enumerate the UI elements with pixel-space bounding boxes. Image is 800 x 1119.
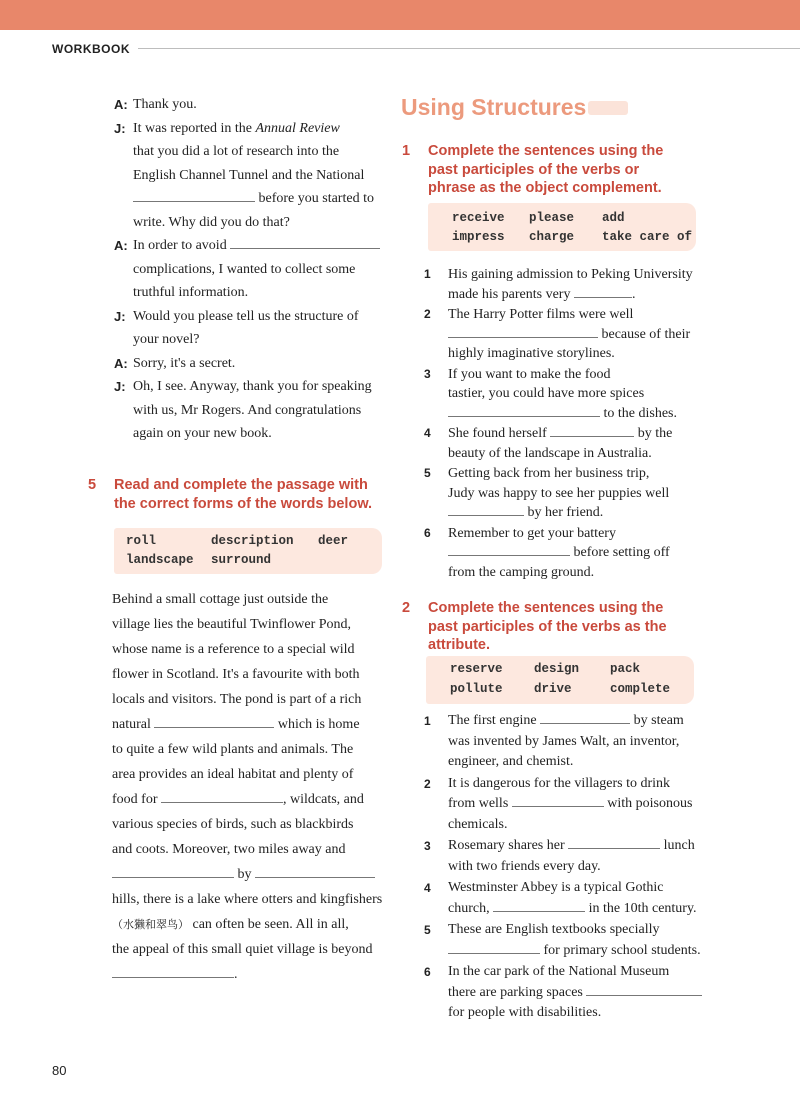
exercise-item: 4 She found herself by the beauty of the landscape in Australia. [424, 426, 673, 461]
answer-blank[interactable] [230, 247, 380, 249]
exercise-item: 1 His gaining admission to Peking University made his parents very . [424, 267, 693, 302]
answer-blank[interactable] [448, 952, 540, 954]
answer-blank[interactable] [568, 847, 660, 849]
word-option: design [534, 662, 580, 676]
answer-blank[interactable] [586, 994, 702, 996]
exercise-item: 6 In the car park of the National Museum there are parking spaces for people with disabilities. [424, 962, 704, 1024]
word-option: pack [610, 662, 641, 676]
top-color-band [0, 0, 800, 30]
dialogue-line: J: Would you please tell us the structure of your novel? [108, 305, 388, 352]
answer-blank[interactable] [574, 296, 632, 298]
word-option: reserve [450, 662, 503, 676]
exercise-5-instruction: 5 Read and complete the passage with the correct forms of the words below. [88, 477, 373, 512]
answer-blank[interactable] [112, 876, 234, 878]
speaker-label: J: [114, 308, 126, 324]
speaker-label: A: [114, 238, 128, 253]
answer-blank[interactable] [448, 554, 570, 556]
word-option: impress [452, 230, 505, 244]
exercise-item: 3 If you want to make the food tastier, you could have more spices to the dishes. [424, 366, 677, 421]
exercise-2-instruction: 2 Complete the sentences using the past participles of the verbs as the attribute. [402, 600, 667, 653]
word-option: take care of [602, 230, 693, 244]
dialogue-line: A: Sorry, it's a secret. [108, 352, 388, 376]
exercise-item: 4 Westminster Abbey is a typical Gothic church, in the 10th century. [424, 880, 697, 916]
exercise-5-passage: Behind a small cottage just outside the village lies the beautiful Twinflower Pond, whose name is a reference to a special wild flower in Scotland. It's a favourite with both locals and visitors. The pond is part of a rich natural which is home to quite a few wild plants and animals. The area provides an ideal habitat and plenty of food for , wildcats, and various species of birds, such as blackbirds and coots. Moreover, two miles away and by hills, there is a lake where otters and kingfishers （水獭和翠鸟） can often be seen. All in all, the appeal of this small quiet village is beyond . [112, 592, 383, 982]
speaker-label: J: [114, 120, 126, 136]
speaker-label: A: [114, 355, 128, 371]
answer-blank[interactable] [550, 435, 634, 437]
header-divider [138, 48, 800, 49]
title-decoration [588, 101, 628, 115]
exercise-item: 5 These are English textbooks specially for primary school students. [424, 922, 701, 958]
answer-blank[interactable] [448, 336, 598, 338]
word-option: add [602, 211, 625, 225]
exercise-number: 2 [402, 600, 411, 616]
exercise-item: 6 Remember to get your battery before setting off from the camping ground. [424, 525, 670, 580]
chinese-gloss: （水獭和翠鸟） [112, 918, 189, 931]
speaker-label: J: [114, 379, 126, 394]
word-option: please [529, 211, 575, 225]
answer-blank[interactable] [512, 805, 604, 807]
exercise-1-items [424, 265, 704, 583]
answer-blank[interactable] [161, 801, 283, 803]
answer-blank[interactable] [112, 976, 234, 978]
dialogue-line: J: Oh, I see. Anyway, thank you for speaking with us, Mr Rogers. And congratulations again on your new book. [108, 375, 388, 446]
answer-blank[interactable] [154, 726, 274, 728]
exercise-item: 5 Getting back from her business trip, Judy was happy to see her puppies well by her friend. [424, 466, 670, 520]
exercise-item: 1 The first engine by steam was invented by James Walt, an inventor, engineer, and chemist. [424, 713, 684, 769]
exercise-2-word-box [426, 656, 694, 704]
exercise-1-word-box [428, 203, 696, 251]
word-option: receive [452, 211, 505, 225]
exercise-number: 5 [88, 477, 97, 493]
exercise-item: 3 Rosemary shares her lunch with two friends every day. [424, 838, 695, 874]
section-header: WORKBOOK [52, 42, 130, 56]
answer-blank[interactable] [493, 910, 585, 912]
exercise-item: 2 The Harry Potter films were well because of their highly imaginative storylines. [424, 307, 691, 361]
publication-title: Annual Review [255, 120, 340, 136]
exercise-1-instruction: 1 Complete the sentences using the past participles of the verbs or phrase as the object complement. [402, 143, 664, 196]
word-option: deer [318, 534, 349, 548]
section-title: Using Structures [401, 94, 587, 120]
answer-blank[interactable] [448, 415, 600, 417]
exercise-number: 1 [402, 143, 411, 159]
exercise-item: 2 It is dangerous for the villagers to drink from wells with poisonous chemicals. [424, 775, 693, 832]
word-option: description [211, 534, 294, 548]
answer-blank[interactable] [255, 876, 375, 878]
word-option: landscape [126, 553, 194, 567]
word-option: pollute [450, 682, 503, 696]
dialogue-line: A: In order to avoid complications, I wanted to collect some truthful information. [108, 234, 388, 305]
answer-blank[interactable] [133, 200, 255, 202]
dialogue-line: J: It was reported in the Annual Review that you did a lot of research into the English Channel Tunnel and the National before you started to write. Why did you do that? [108, 117, 388, 235]
speaker-label: A: [114, 97, 128, 112]
answer-blank[interactable] [540, 722, 630, 724]
word-option: charge [529, 230, 575, 244]
exercise-5-word-box [114, 528, 382, 574]
word-option: surround [211, 553, 272, 567]
exercise-2-items [424, 711, 704, 1025]
word-option: roll [126, 534, 157, 548]
word-option: drive [534, 682, 572, 696]
answer-blank[interactable] [448, 514, 524, 516]
interview-dialogue [108, 93, 388, 446]
word-option: complete [610, 682, 671, 696]
page-number: 80 [52, 1063, 67, 1078]
dialogue-line: A: Thank you. [108, 93, 388, 117]
